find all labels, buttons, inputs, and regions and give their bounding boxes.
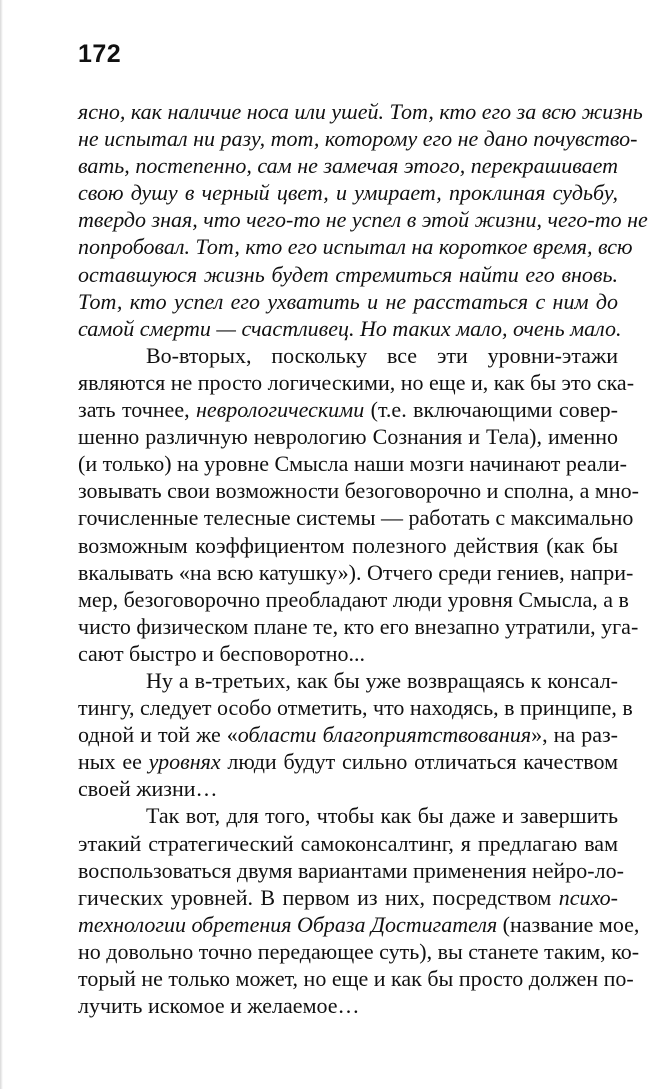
text-line: вкалывать «на всю катушку»). Отчего среди гениев, напри- [78,559,634,585]
text-segment: (название мое, [497,911,640,937]
italic-segment: технологии обретения Образа Достигателя [78,911,498,937]
text-line: вать, постепенно, сам не замечая этого, перекрашивает [78,153,618,179]
text-line: ясно, как наличие носа или ушей. Тот, кто его за всю жизнь [78,99,643,124]
text-segment: ных ее [78,749,149,775]
text-line: лучить искомое и желаемое… [78,993,360,1019]
body-text [78,98,648,1019]
text-line: шенно различную неврологию Сознания и Тела), именно [78,424,618,450]
text-line: воспользоваться двумя вариантами применения нейро-ло- [78,857,624,883]
page-number: 172 [78,40,122,68]
text-line: (и только) на уровне Смысла наши мозги начинают реали- [78,451,627,477]
text-line: этакий стратегический самоконсалтинг, я предлагаю вам [78,830,618,856]
italic-segment: психо- [558,884,618,910]
text-line: свою душу в черный цвет, и умирает, проклиная судьбу, [78,180,618,206]
text-line: зовывать свои возможности безоговорочно и сполна, а мно- [78,478,639,504]
text-line: но довольно точно передающее суть), вы станете таким, ко- [78,938,640,964]
text-line: гочисленные телесные системы — работать с максимально [78,505,634,531]
text-segment: », на раз- [531,722,618,748]
text-segment: гических уровней. В первом из них, посредством [78,884,559,910]
italic-segment: неврологическими [196,397,365,423]
text-line [78,884,618,911]
text-line: Ну а в-третьих, как бы уже возвращаясь к консал- [146,667,618,693]
text-line: твердо зная, что чего-то не успел в этой жизни, чего-то не [78,207,648,233]
text-line: самой смерти — счастливец. Но таких мало, очень мало. [78,315,622,341]
text-line: своей жизни… [78,776,218,802]
text-line: являются не просто логическими, но еще и, как бы это ска- [78,369,635,395]
text-line: попробовал. Тот, кто его испытал на короткое время, всю [78,234,633,260]
text-line: оставшуюся жизнь будет стремиться найти его вновь. [78,261,618,287]
text-line: Во-вторых, поскольку все эти уровни-этажи [146,342,618,368]
text-line: не испытал ни разу, тот, которому его не дано почувство- [78,126,638,152]
text-line: мер, безоговорочно преобладают люди уровня Смысла, а в [78,586,629,612]
text-segment: люди будут сильно отличаться качеством [220,749,618,775]
text-segment: зать точнее, [78,397,197,423]
text-line: Так вот, для того, чтобы как бы даже и завершить [146,803,618,829]
text-line [78,721,618,748]
italic-segment: уровнях [148,749,221,775]
page-spine-shadow [0,0,3,1089]
text-line: возможным коэффициентом полезного действия (как бы [78,532,618,558]
text-line: торый не только может, но еще и как бы просто должен по- [78,966,634,991]
text-line [78,748,618,775]
text-segment: одной и той же « [78,722,238,748]
text-line: тингу, следует особо отметить, что находясь, в принципе, в [78,695,633,721]
text-segment: (т.е. включающими совер- [364,397,618,423]
text-line: сают быстро и бесповоротно... [78,640,366,666]
text-line: чисто физическом плане те, кто его внезапно утратили, уга- [78,613,639,639]
text-line: Тот, кто успел его ухватить и не расстаться с ним до [78,288,618,314]
text-line [78,396,618,423]
italic-segment: области благоприятствования [237,722,532,748]
text-line [78,911,640,938]
